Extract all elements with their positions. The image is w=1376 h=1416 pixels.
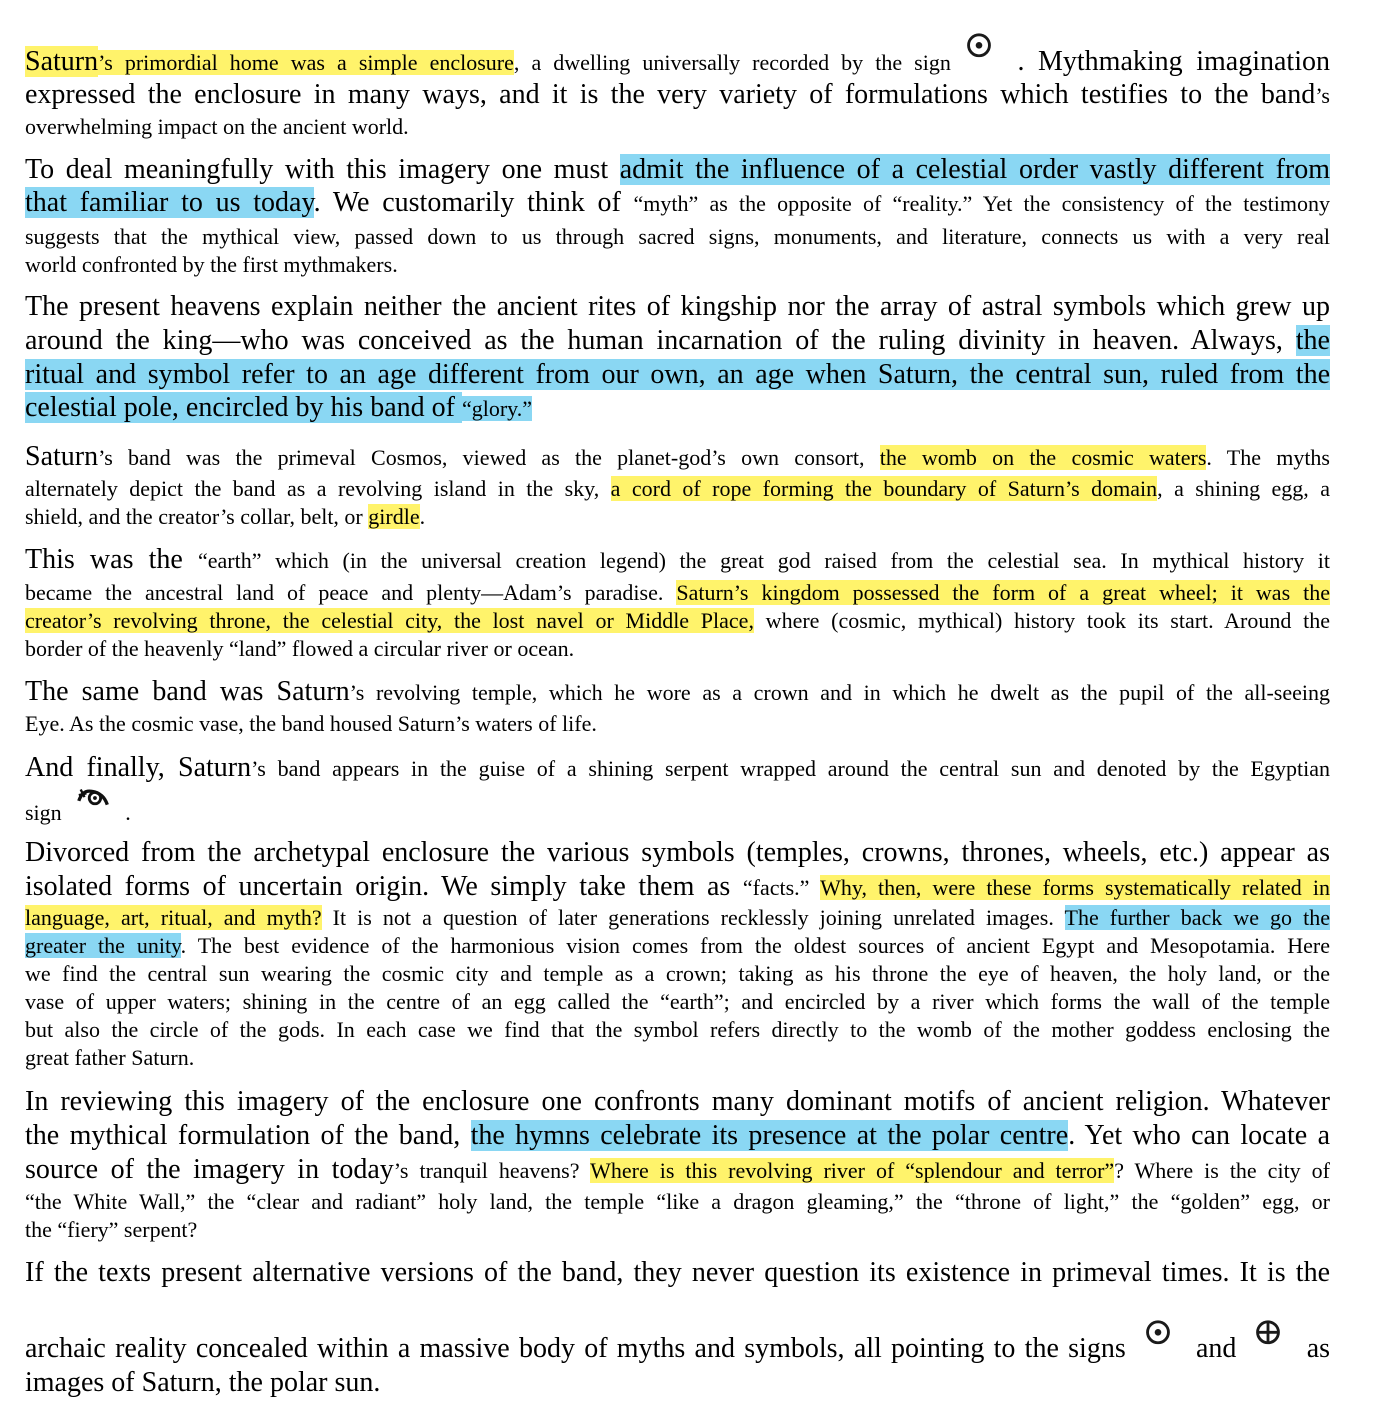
text-line: [25, 254, 1330, 276]
text-span: “earth” which (in the universal creation legend) the great god raised from the celestial sea. In mythical history it: [197, 548, 1330, 573]
text-line: [25, 46, 1330, 76]
highlight-yellow: girdle: [368, 504, 420, 529]
dot-in-circle-icon: [951, 46, 1007, 76]
text-line: [25, 189, 1330, 217]
text-line: [25, 794, 1330, 824]
highlight-blue: “glory.”: [461, 396, 532, 421]
highlight-yellow: Where is this revolving river of “splendour and terror”: [590, 1158, 1115, 1183]
text-span: source of the imagery in today: [25, 1154, 394, 1185]
text-line: [25, 1047, 1330, 1069]
text-line: [25, 443, 1330, 471]
text-span: The present heavens explain neither the ancient rites of kingship nor the array of astral symbols which grew up: [25, 291, 1330, 322]
text-line: [25, 1259, 1330, 1287]
text-span: . We customarily think of: [313, 187, 634, 218]
text-span: ’s band was the primeval Cosmos, viewed as the planet-god’s own consort,: [98, 445, 880, 470]
highlight-yellow: ’s primordial home was a simple enclosure: [98, 50, 514, 75]
highlight-yellow: a cord of rope forming the boundary of Saturn’s domain: [610, 476, 1158, 501]
highlight-yellow: Why, then, were these forms systematically related in: [820, 875, 1330, 900]
text-span: . Mythmaking imagination: [1017, 46, 1330, 77]
text-span: ’s band appears in the guise of a shining serpent wrapped around the central sun and denoted by the Egyptian: [251, 756, 1330, 781]
text-span: ’s tranquil heavens?: [393, 1158, 591, 1183]
text-line: [25, 963, 1330, 985]
text-line: [25, 1333, 1330, 1363]
text-line: [25, 1369, 1330, 1397]
highlight-blue: ritual and symbol refer to an age different from our own, an age when Saturn, the central sun, ruled from the: [25, 359, 1330, 390]
text-span: alternately depict the band as a revolving island in the sky,: [25, 476, 611, 501]
text-span: In reviewing this imagery of the enclosure one confronts many dominant motifs of ancient religion. Whatever: [25, 1086, 1330, 1117]
text-span: .: [419, 504, 426, 529]
text-line: [25, 1019, 1330, 1041]
highlight-blue: The further back we go the: [1064, 905, 1330, 930]
text-line: [25, 754, 1330, 782]
text-span: and: [1195, 1333, 1237, 1364]
text-span: “facts.”: [742, 875, 821, 900]
text-line: [25, 478, 1330, 500]
text-span: The same band was Saturn: [25, 676, 350, 707]
highlight-blue: the: [1295, 325, 1330, 356]
highlight-yellow: creator’s revolving throne, the celestial city, the lost navel or Middle Place,: [25, 608, 754, 633]
text-line: [25, 638, 1330, 660]
text-span: world confronted by the first mythmakers.: [25, 252, 398, 277]
text-span: , a dwelling universally recorded by the sign: [513, 50, 951, 75]
text-line: [25, 1156, 1330, 1184]
highlight-blue: celestial pole, encircled by his band of: [25, 392, 462, 423]
highlight-blue: greater the unity: [25, 933, 181, 958]
text-line: [25, 81, 1330, 109]
text-span: images of Saturn, the polar sun.: [25, 1367, 381, 1398]
highlight-yellow: Saturn: [25, 46, 99, 77]
text-span: “the White Wall,” the “clear and radiant” holy land, the temple “like a dragon gleaming,” the “throne of light,” the “golden” egg, or: [25, 1189, 1330, 1214]
text-span: overwhelming impact on the ancient world.: [25, 114, 409, 139]
text-span: the “fiery” serpent?: [25, 1217, 198, 1242]
text-line: [25, 907, 1330, 929]
highlight-blue: admit the influence of a celestial order vastly different from: [619, 154, 1331, 185]
text-line: [25, 293, 1330, 321]
text-span: Divorced from the archetypal enclosure the various symbols (temples, crowns, thrones, wheels, etc.) appear as: [25, 837, 1330, 868]
text-line: [25, 1191, 1330, 1213]
text-line: [25, 116, 1330, 138]
text-span: ’s revolving temple, which he wore as a crown and in which he dwelt as the pupil of the all-seeing: [349, 680, 1331, 705]
text-span: . Yet who can locate a: [1068, 1120, 1331, 1151]
text-line: [25, 1219, 1330, 1241]
text-span: . The best evidence of the harmonious vision comes from the oldest sources of ancient Egypt and Mesopotamia. Here: [180, 933, 1331, 958]
highlight-yellow: language, art, ritual, and myth?: [25, 905, 322, 930]
text-line: [25, 582, 1330, 604]
text-span: .: [125, 800, 131, 825]
text-span: became the ancestral land of peace and plenty—Adam’s paradise.: [25, 580, 677, 605]
text-span: And finally, Saturn: [25, 752, 252, 783]
text-span: as: [1306, 1333, 1331, 1364]
text-span: vase of upper waters; shining in the centre of an egg called the “earth”; and encircled by a river which forms the wall of the temple: [25, 989, 1330, 1014]
text-span: ’s: [1315, 83, 1330, 108]
cross-in-circle-icon: [1236, 1333, 1300, 1363]
text-line: [25, 156, 1330, 184]
text-line: [25, 327, 1330, 355]
text-line: [25, 610, 1330, 632]
text-span: , a shining egg, a: [1157, 476, 1330, 501]
text-line: [25, 935, 1330, 957]
text-line: [25, 394, 1330, 422]
text-line: [25, 839, 1330, 867]
text-line: [25, 546, 1330, 574]
text-span: isolated forms of uncertain origin. We simply take them as: [25, 871, 743, 902]
text-span: but also the circle of the gods. In each case we find that the symbol refers directly to the womb of the mother goddess enclosing the: [25, 1017, 1330, 1042]
text-line: [25, 506, 1330, 528]
text-span: expressed the enclosure in many ways, and it is the very variety of formulations which testifies to the band: [25, 79, 1316, 110]
text-span: sign: [25, 800, 68, 825]
text-span: Saturn: [25, 441, 99, 472]
text-span: around the king—who was conceived as the human incarnation of the ruling divinity in heaven. Always,: [25, 325, 1296, 356]
text-line: [25, 1122, 1330, 1150]
text-line: [25, 678, 1330, 706]
text-span: the mythical formulation of the band,: [25, 1120, 471, 1151]
text-span: where (cosmic, mythical) history took its start. Around the: [753, 608, 1330, 633]
text-span: If the texts present alternative versions of the band, they never question its existence in primeval times. It is the: [25, 1257, 1330, 1288]
text-span: we find the central sun wearing the cosmic city and temple as a crown; taking as his throne the eye of heaven, the holy land, or the: [25, 961, 1330, 986]
dot-in-circle-icon: [1126, 1333, 1190, 1363]
text-span: Eye. As the cosmic vase, the band housed Saturn’s waters of life.: [25, 711, 597, 736]
text-line: [25, 1088, 1330, 1116]
highlight-yellow: the womb on the cosmic waters: [879, 445, 1207, 470]
text-line: [25, 361, 1330, 389]
text-span: This was the: [25, 544, 198, 575]
serpent-sign-icon: [67, 794, 121, 824]
text-span: suggests that the mythical view, passed down to us through sacred signs, monuments, and literature, connects us with a very real: [25, 224, 1330, 249]
highlight-yellow: Saturn’s kingdom possessed the form of a great wheel; it was the: [676, 580, 1330, 605]
text-span: shield, and the creator’s collar, belt, or: [25, 504, 369, 529]
text-line: [25, 713, 1330, 735]
text-line: [25, 991, 1330, 1013]
text-span: “myth” as the opposite of “reality.” Yet the consistency of the testimony: [633, 191, 1330, 216]
text-span: ? Where is the city of: [1114, 1158, 1330, 1183]
text-span: . The myths: [1206, 445, 1330, 470]
text-line: [25, 873, 1330, 901]
text-span: great father Saturn.: [25, 1045, 195, 1070]
text-span: border of the heavenly “land” flowed a circular river or ocean.: [25, 636, 575, 661]
text-span: It is not a question of later generations recklessly joining unrelated images.: [321, 905, 1065, 930]
highlight-blue: that familiar to us today: [25, 187, 314, 218]
text-span: To deal meaningfully with this imagery one must: [25, 154, 620, 185]
text-span: archaic reality concealed within a massive body of myths and symbols, all pointing to the signs: [25, 1333, 1126, 1364]
text-line: [25, 226, 1330, 248]
highlight-blue: the hymns celebrate its presence at the polar centre: [470, 1120, 1069, 1151]
